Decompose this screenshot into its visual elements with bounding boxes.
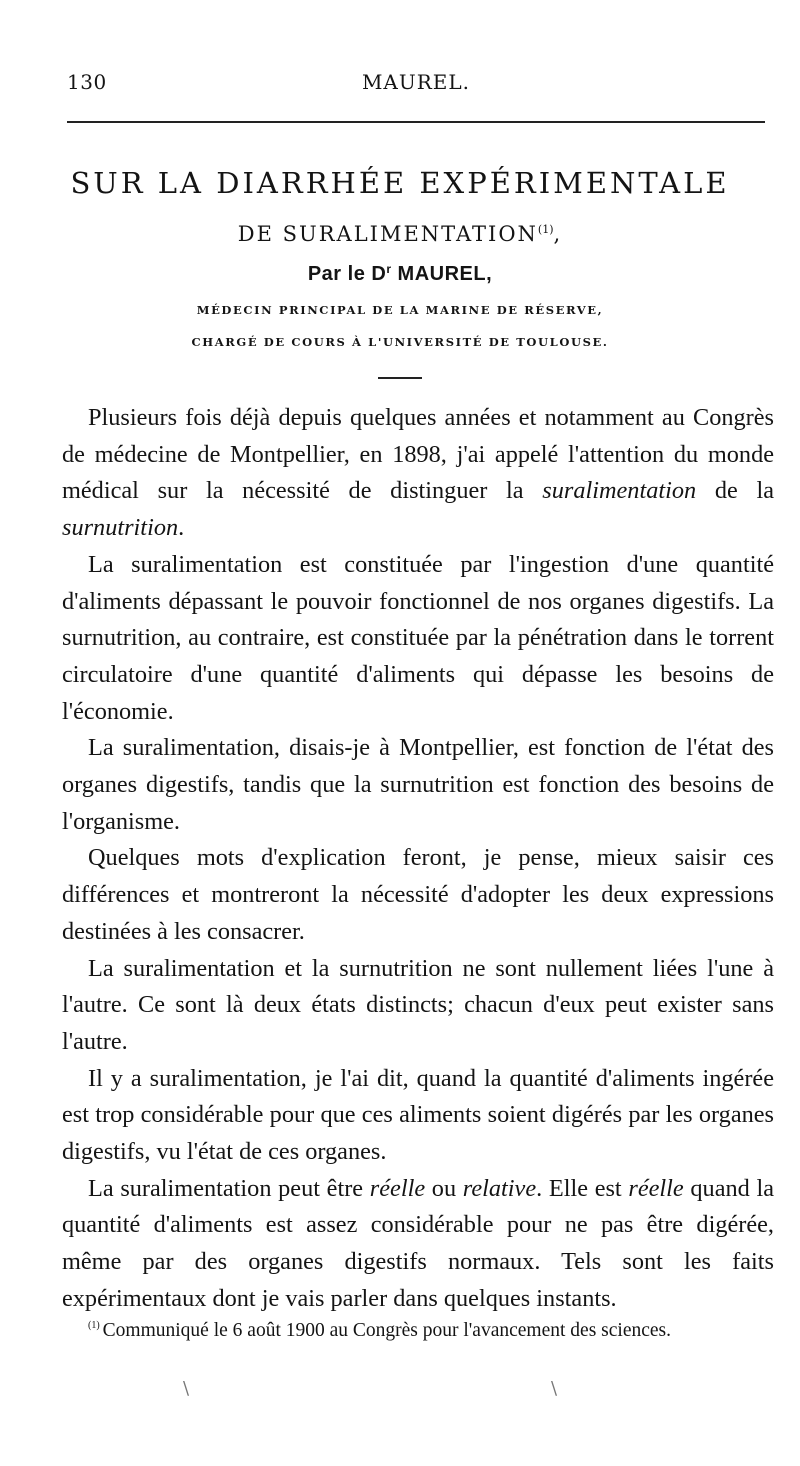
footnote-marker: (1) — [88, 1320, 100, 1331]
term-suralimentation: suralimentation — [542, 477, 697, 505]
paragraph-1 — [62, 400, 774, 547]
p1-text-b: de la — [696, 477, 774, 505]
title-line2-tail: , — [553, 222, 563, 246]
paragraph-4: Quelques mots d'explication feront, je pense, mieux saisir ces différences et montreront la nécessité d'adopter les deux expressions destinées à les consacrer. — [62, 844, 774, 945]
title-line2-text: DE SURALIMENTATION — [237, 222, 538, 246]
paragraph-7 — [62, 1171, 774, 1318]
p7-text-a: La suralimentation peut être — [88, 1174, 370, 1202]
affiliation-line1: MÉDECIN PRINCIPAL DE LA MARINE DE RÉSERVE, — [196, 303, 604, 317]
author-name: MAUREL, — [391, 263, 493, 285]
term-reelle-2: réelle — [628, 1174, 684, 1202]
scan-mark: \ — [183, 1378, 190, 1399]
header-rule — [67, 121, 765, 123]
footnote-text: Communiqué le 6 août 1900 au Congrès pour l'avancement des sciences. — [102, 1320, 671, 1341]
running-title: MAUREL. — [361, 70, 471, 94]
article-title-line1: SUR LA DIARRHÉE EXPÉRIMENTALE — [70, 166, 730, 200]
title-separator — [378, 377, 422, 379]
paragraph-5: La suralimentation et la surnutrition ne sont nullement liées l'une à l'autre. Ce sont là deux états distincts; chacun d'eux peut exister sans l'autre. — [62, 954, 774, 1055]
p1-text-c: . — [178, 514, 185, 542]
paragraph-6: Il y a suralimentation, je l'ai dit, quand la quantité d'aliments ingérée est trop considérable pour que ces aliments soient digérés par les organes digestifs, vu l'état de ces organes. — [62, 1064, 774, 1166]
p1-text-a: Plusieurs fois déjà depuis quelques années et notamment au Congrès de médecine de Montpellier, en 1898, j'ai appelé l'attention du monde médical sur la nécessité de distinguer la — [62, 404, 774, 505]
footnote — [62, 1312, 774, 1345]
page-number: 130 — [67, 70, 107, 94]
article-title-line2 — [0, 222, 800, 246]
article-body — [62, 400, 774, 1318]
p7-text-d: quand la quantité d'aliments est assez considérable pour ne pas être digérée, même par des organes digestifs normaux. Tels sont les faits expérimentaux dont je vais parler dans quelques instants. — [62, 1174, 775, 1312]
byline-sup: r — [386, 262, 392, 276]
scan-mark: \ — [551, 1378, 558, 1399]
term-reelle: réelle — [369, 1174, 426, 1202]
term-relative: relative — [462, 1174, 537, 1202]
paragraph-3: La suralimentation, disais-je à Montpellier, est fonction de l'état des organes digestifs, tandis que la surnutrition est fonction des besoins de l'organisme. — [62, 734, 774, 835]
affiliation-line2: CHARGÉ DE COURS À L'UNIVERSITÉ DE TOULOUSE. — [191, 335, 609, 349]
term-surnutrition: surnutrition — [62, 514, 179, 542]
author-byline — [0, 262, 800, 286]
title-footnote-ref[interactable]: (1) — [537, 223, 554, 236]
byline-prefix: Par le D — [307, 263, 387, 285]
p7-text-c: . Elle est — [536, 1174, 629, 1202]
p7-text-b: ou — [425, 1174, 463, 1202]
paragraph-2: La suralimentation est constituée par l'ingestion d'une quantité d'aliments dépassant le pouvoir fonctionnel de nos organes digestifs. La surnutrition, au contraire, est constituée par la pénétration dans le torrent circulatoire d'une quantité d'aliments qui dépasse les besoins de l'économie. — [62, 550, 774, 725]
